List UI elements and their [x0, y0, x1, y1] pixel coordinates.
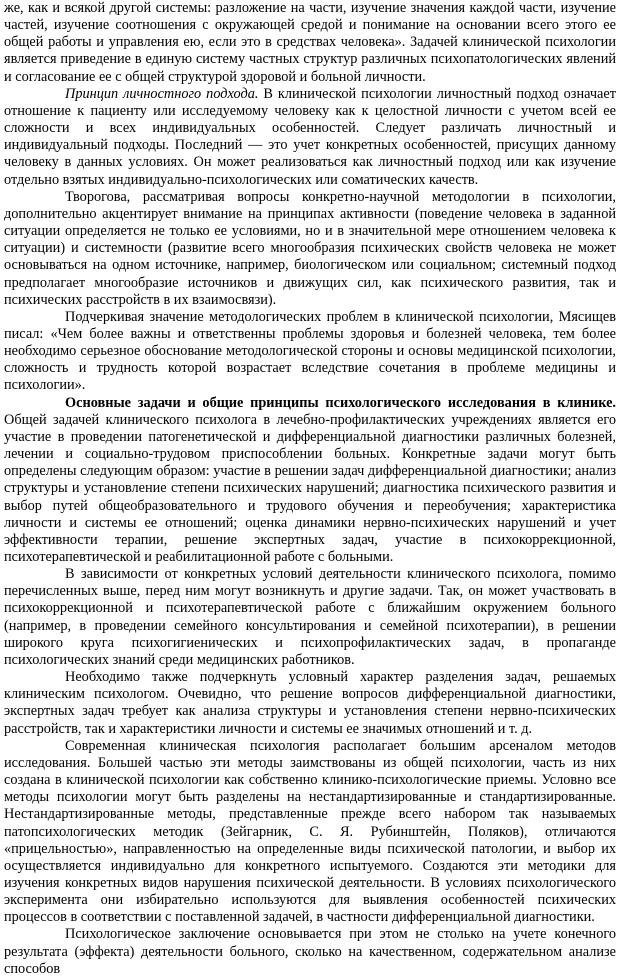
paragraph-3: [4, 189, 616, 309]
paragraph-3-text: Творогова, рассматривая вопросы конкретно-научной методологии в психологии, дополнительно акцентирует внимание на принципах активности (поведение человека в заданной ситуации определяется не только ее условиями, но и в значительной мере отношением человека к ситуации) и системности (развитие всего многообразия психических свойств человека не может основываться на одном источнике, например, биологическом или социальном; системный подход предполагает многообразие источников и движущих сил, как психического развития, так и психических расстройств в их взаимосвязи).: [4, 188, 616, 308]
paragraph-7-text: Необходимо также подчеркнуть условный характер разделения задач, решаемых клиническим психологом. Очевидно, что решение вопросов дифференциальной диагностики, экспертных задач требует как анализа структуры и установления степени нервно-психических расстройств, так и характеристики личности и системы ее значимых отношений и т. д.: [4, 669, 616, 737]
paragraph-4-text: Подчеркивая значение методологических проблем в клинической психологии, Мясищев писал: «Чем более важны и ответственны проблемы здоровья и болезней человека, тем более необходимо серьезное обоснование методологической стороны и основы медицинской психологии, сложность и трудность которой возрастает вследствие сочетания в проблеме медицины и психологии».: [4, 308, 616, 394]
paragraph-5-heading: Основные задачи и общие принципы психологического исследования в клинике.: [65, 394, 616, 411]
paragraph-5-text: Общей задачей клинического психолога в лечебно-профилактических учреждениях является его участие в проведении патогенетической и дифференциальной диагностики различных болезней, лечении и социально-трудовом приспособлении больных. Конкретные задачи могут быть определены следующим образом: участие в решении задач дифференциальной диагностики; анализ структуры и установление степени психических нарушений; диагностика психического развития и выбор путей общеобразовательного и трудового обучения и переобучения; характеристика личности и системы ее отношений; оценка динамики нервно-психических нарушений и учет эффективности терапии, решение экспертных задач, участие в психокоррекционной, психотерапевтической и реабилитационной работе с больными.: [4, 411, 616, 565]
paragraph-2-lead: Принцип личностного подхода.: [65, 85, 259, 102]
paragraph-2-text: В клинической психологии личностный подход означает отношение к пациенту или исследуемому человеку как к целостной личности с учетом всей ее сложности и всех индивидуальных особенностей. Следует различать личностный и индивидуальный подходы. Последний — это учет конкретных особенностей, присущих данному человеку в данных условиях. Он может реализоваться как личностный подход или как изучение отдельно взятых индивидуально-психологических или соматических качеств.: [4, 85, 616, 188]
paragraph-6-text: В зависимости от конкретных условий деятельности клинического психолога, помимо перечисленных выше, перед ним могут возникнуть и другие задачи. Так, он может участвовать в психокоррекционной и психотерапевтической работе с ближайшим окружением больного (например, в проведении семейного консультирования и семейной психотерапии), в решении широкого круга психогигиенических и психопрофилактических задач, в пропаганде психологических знаний среди медицинских работников.: [4, 566, 616, 668]
paragraph-6: [4, 566, 616, 669]
paragraph-9: [4, 926, 616, 977]
paragraph-7: [4, 669, 616, 738]
paragraph-1: [4, 0, 616, 86]
paragraph-9-text: Психологическое заключение основывается при этом не столько на учете конечного результата (эффекта) деятельности больного, сколько на качественном, содержательном анализе способов: [4, 926, 616, 977]
paragraph-2: [4, 86, 616, 189]
paragraph-8-text: Современная клиническая психология располагает большим арсеналом методов исследования. Большей частью эти методы заимствованы из общей психологии, часть из них создана в клинической психологии как собственно клинико-психологические приемы. Условно все методы психологии могут быть разделены на нестандартизированные и стандартизированные. Нестандартизированные методы, представленные прежде всего набором так называемых патопсихологических методик (Зейгарник, С. Я. Рубинштейн, Поляков), отличаются «прицельностью», направленностью на определенные виды психической патологии, и выбор их осуществляется индивидуально для конкретного испытуемого. Создаются эти методики для изучения конкретных видов нарушения психической деятельности. В условиях психологического эксперимента они избирательно используются для выявления особенностей психических процессов в соответствии с поставленной задачей, в частности дифференциальной диагностики.: [4, 737, 616, 926]
paragraph-8: [4, 738, 616, 927]
paragraph-5: [4, 395, 616, 567]
paragraph-4: [4, 309, 616, 395]
paragraph-1-text: же, как и всякой другой системы: разложение на части, изучение значения каждой части, изучение частей, изучение соотношения с окружающей средой и понимание на основании всего этого ее общей работы и управления ею, если это в средствах человека». Задачей клинической психологии является приведение в единую систему частных структур различных психопатологических явлений и согласование ее с общей структурой здоровой и больной личности.: [4, 0, 616, 85]
